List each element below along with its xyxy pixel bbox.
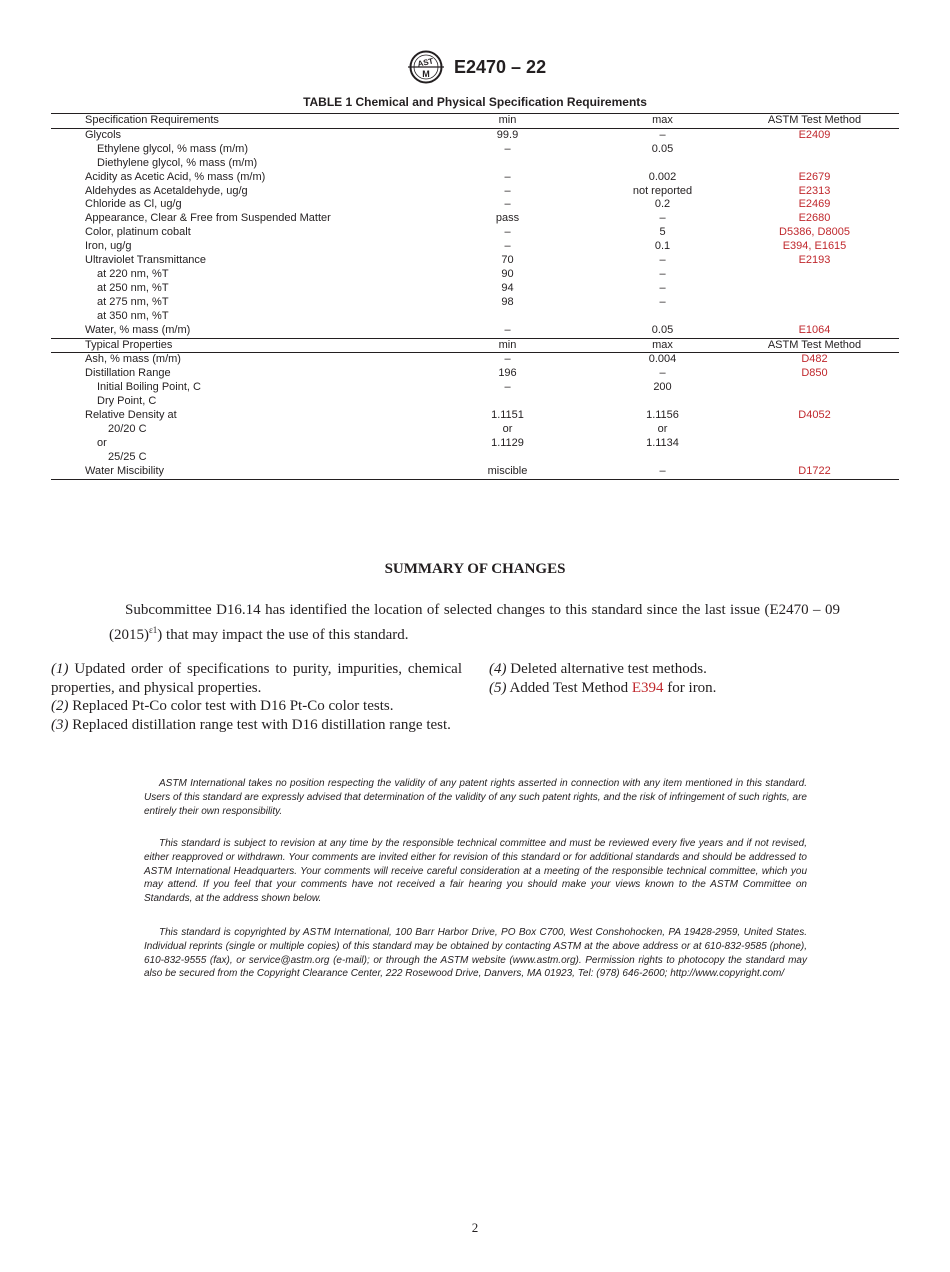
table-cell-c2: 196 [498, 367, 517, 380]
table-cell-c4 [730, 143, 899, 157]
table-cell-c2: – [504, 184, 511, 197]
change-item: (4) Deleted alternative test methods. [489, 661, 707, 677]
table-cell-c1: Water, % mass (m/m) [85, 323, 191, 336]
table-row [51, 423, 899, 437]
table-cell-c1: at 220 nm, %T [97, 267, 169, 280]
test-method-link[interactable]: E2313 [798, 184, 831, 197]
table-cell-c2 [420, 395, 595, 409]
table-row [51, 367, 899, 381]
table-cell-c1: Specification Requirements [51, 114, 420, 129]
table-row [51, 310, 899, 324]
table-cell-c3: max [595, 114, 730, 129]
revision-notice: This standard is subject to revision at any time by the responsible technical committee and must be reviewed every five years and if not revised, either reapproved or withdrawn. Your comments are invited either for revision of this standard or for additional standards and should be addressed to ASTM International Headquarters. Your comments will receive careful consideration at a meeting of the responsible technical committee, which you may attend. If you feel that your comments have not received a fair hearing you should make your views known to the ASTM Committee on Standards, at the address shown below. [144, 838, 807, 905]
table-row [51, 409, 899, 423]
table-cell-c2: 90 [501, 267, 514, 280]
change-item: (5) Added Test Method E394 for iron. [489, 679, 717, 696]
test-method-link[interactable]: D482 [801, 353, 828, 366]
table-row [51, 296, 899, 310]
table-cell-c4: ASTM Test Method [730, 114, 899, 129]
table-cell-c2: miscible [420, 465, 595, 479]
table-cell-c4 [730, 282, 899, 296]
test-method-link[interactable]: D5386, D8005 [779, 226, 850, 239]
test-method-link[interactable]: E2679 [798, 170, 831, 183]
table-cell-c3: – [659, 267, 666, 280]
table-cell-c3: – [659, 295, 666, 308]
table-cell-c1: Diethylene glycol, % mass (m/m) [97, 156, 258, 169]
table-cell-c1: Chloride as Cl, ug/g [85, 198, 182, 211]
table-cell-c4 [730, 240, 899, 254]
table-row [51, 157, 899, 171]
table-cell-c4 [730, 128, 899, 142]
table-cell-c4 [730, 296, 899, 310]
table-cell-c3: 0.004 [648, 353, 677, 366]
change-item: (2) Replaced Pt-Co color test with D16 Pt-Co color tests. [51, 698, 394, 715]
astm-logo-icon [406, 50, 446, 84]
table-cell-c1: Acidity as Acetic Acid, % mass (m/m) [85, 170, 266, 183]
test-method-link[interactable]: E2469 [798, 198, 831, 211]
standard-designation: E2470 – 22 [454, 57, 547, 77]
table-cell-c3: – [659, 254, 666, 267]
table-cell-c2: or [502, 422, 513, 435]
table-cell-c4 [730, 451, 899, 465]
changes-list-left [51, 660, 462, 735]
table-cell-c3: – [659, 212, 666, 225]
table-cell-c2 [420, 310, 595, 324]
table-cell-c3: max [595, 338, 730, 353]
table-cell-c3: or [657, 422, 668, 435]
table-cell-c1: at 350 nm, %T [97, 309, 169, 322]
table-cell-c3: – [595, 465, 730, 479]
table-row [51, 212, 899, 226]
table-row [51, 128, 899, 142]
patent-notice: ASTM International takes no position respecting the validity of any patent rights asserted in connection with any item mentioned in this standard. Users of this standard are expressly advised that determination of the validity of any such patent rights, and the risk of infringement of such rights, are entirely their own responsibility. [144, 778, 807, 817]
test-method-link[interactable]: D1722 [798, 464, 831, 477]
table-cell-c2: 1.1129 [491, 436, 524, 449]
table-cell-c2: pass [495, 212, 520, 225]
test-method-link[interactable]: E394, E1615 [782, 240, 847, 253]
table-cell-c2 [420, 451, 595, 465]
table-cell-c4 [730, 409, 899, 423]
table-cell-c4 [730, 324, 899, 338]
table-cell-c3: 0.05 [651, 142, 674, 155]
table-cell-c1: at 250 nm, %T [97, 281, 169, 294]
test-method-link[interactable]: E1064 [798, 323, 831, 336]
svg-text:AST: AST [416, 56, 435, 69]
test-method-link[interactable]: E2680 [798, 212, 831, 225]
table-row [51, 114, 899, 129]
summary-paragraph: Subcommittee D16.14 has identified the location of selected changes to this standard since the last issue (E2470 – 09 $(2015)^{\varepsilon 1}$) that may impact the use of this standard. [109, 602, 840, 643]
table-cell-c1: Ethylene glycol, % mass (m/m) [97, 142, 248, 155]
table-cell-c1: Initial Boiling Point, C [97, 381, 201, 394]
table-cell-c4 [730, 268, 899, 282]
table-cell-c3: 1.1134 [646, 436, 679, 449]
table-row [51, 465, 899, 479]
table-cell-c4 [730, 254, 899, 268]
table-cell-c2: 99.9 [496, 128, 519, 141]
copyright-notice: This standard is copyrighted by ASTM International, 100 Barr Harbor Drive, PO Box C700, West Conshohocken, PA 19428-2959, United States. Individual reprints (single or multiple copies) of this standard may be obtained by contacting ASTM at the above address or at 610-832-9585 (phone), 610-832-9555 (fax), or service@astm.org (e-mail); or through the ASTM website (www.astm.org). Permission rights to photocopy the standard may also be secured from the Copyright Clearance Center, 222 Rosewood Drive, Danvers, MA 01923, Tel: (978) 646-2600; http://www.copyright.com/ [144, 927, 807, 980]
table-cell-c1: or [97, 436, 107, 449]
table-cell-c3: 0.002 [648, 170, 677, 183]
table-cell-c1: Glycols [85, 128, 122, 141]
table-row [51, 395, 899, 409]
table-row [51, 240, 899, 254]
test-method-link[interactable]: E2409 [798, 128, 831, 141]
table-cell-c4 [730, 212, 899, 226]
table-cell-c2: – [504, 198, 511, 211]
table-cell-c3: 200 [653, 381, 672, 394]
table-row [51, 185, 899, 199]
page-number: 2 [471, 1220, 479, 1235]
table-row [51, 353, 899, 367]
table-cell-c2: – [504, 381, 511, 394]
table-cell-c3: 1.1156 [646, 409, 679, 422]
table-row [51, 324, 899, 338]
table-cell-c1: Ultraviolet Transmittance [85, 254, 207, 267]
table-cell-c2: – [504, 240, 511, 253]
table-cell-c1: Water Miscibility [51, 465, 420, 479]
table-cell-c1: Aldehydes as Acetaldehyde, ug/g [85, 184, 248, 197]
table-cell-c4: ASTM Test Method [730, 338, 899, 353]
table-title: TABLE 1 Chemical and Physical Specification Requirements [303, 95, 647, 109]
table-cell-c3: 5 [659, 226, 666, 239]
table-cell-c4 [730, 367, 899, 381]
table-cell-c4 [730, 381, 899, 395]
page-header [0, 50, 950, 86]
table-row [51, 268, 899, 282]
table-cell-c4 [730, 226, 899, 240]
table-cell-c2: min [420, 114, 595, 129]
table-cell-c4 [730, 395, 899, 409]
table-cell-c3: – [659, 128, 666, 141]
table-cell-c3 [595, 395, 730, 409]
table-cell-c3: 0.1 [654, 240, 671, 253]
table-row [51, 143, 899, 157]
table-cell-c1: Color, platinum cobalt [85, 226, 191, 239]
table-cell-c3: 0.2 [654, 198, 671, 211]
table-cell-c3: 0.05 [651, 323, 674, 336]
change-item: (1) Updated order of specifications to purity, impurities, chemical properties, and physical properties. [51, 661, 462, 696]
table-cell-c4 [730, 171, 899, 185]
change-item: (3) Replaced distillation range test with D16 distillation range test. [51, 717, 451, 734]
table-cell-c2: 94 [501, 281, 514, 294]
e394-link[interactable]: E394 [631, 679, 664, 696]
table-cell-c2: 1.1151 [491, 409, 524, 422]
table-cell-c4 [730, 437, 899, 451]
table-row [51, 282, 899, 296]
table-cell-c2 [420, 157, 595, 171]
table-cell-c1: Typical Properties [51, 338, 420, 353]
table-cell-c2: – [504, 353, 511, 366]
table-cell-c2: 70 [501, 254, 514, 267]
table-cell-c2: – [504, 226, 511, 239]
table-row [51, 381, 899, 395]
svg-text:M: M [422, 69, 430, 79]
table-cell-c3 [595, 451, 730, 465]
table-cell-c4 [730, 465, 899, 479]
table-cell-c1: Distillation Range [85, 367, 171, 380]
changes-list-right [489, 660, 899, 697]
table-cell-c3 [595, 157, 730, 171]
table-row [51, 451, 899, 465]
table-cell-c1: Iron, ug/g [85, 240, 132, 253]
table-row [51, 437, 899, 451]
table-cell-c3 [595, 310, 730, 324]
table-cell-c4 [730, 310, 899, 324]
table-cell-c1: Appearance, Clear & Free from Suspended Matter [85, 212, 331, 225]
table-row [51, 198, 899, 212]
table-cell-c1: Relative Density at [85, 409, 177, 422]
table-cell-c2: – [504, 170, 511, 183]
table-row [51, 338, 899, 353]
table-cell-c1: 25/25 C [108, 450, 147, 463]
table-row [51, 254, 899, 268]
table-cell-c3: not reported [632, 184, 693, 197]
table-cell-c2: min [420, 338, 595, 353]
table-cell-c3: – [659, 367, 666, 380]
table-cell-c4 [730, 185, 899, 199]
table-cell-c2: 98 [501, 295, 514, 308]
table-cell-c4 [730, 353, 899, 367]
table-cell-c1: Dry Point, C [97, 395, 157, 408]
test-method-link[interactable]: E2193 [798, 254, 831, 267]
table-cell-c4 [730, 423, 899, 437]
table-cell-c1: 20/20 C [108, 422, 147, 435]
summary-title: SUMMARY OF CHANGES [384, 561, 566, 577]
table-cell-c4 [730, 198, 899, 212]
table-cell-c2: – [504, 323, 511, 336]
table-row [51, 226, 899, 240]
table-cell-c1: Ash, % mass (m/m) [85, 353, 181, 366]
table-cell-c4 [730, 157, 899, 171]
table-cell-c1: at 275 nm, %T [97, 295, 169, 308]
specification-table [51, 113, 899, 480]
table-row [51, 171, 899, 185]
table-cell-c3: – [659, 281, 666, 294]
test-method-link[interactable]: D4052 [798, 409, 831, 422]
test-method-link[interactable]: D850 [801, 367, 828, 380]
table-cell-c2: – [504, 142, 511, 155]
